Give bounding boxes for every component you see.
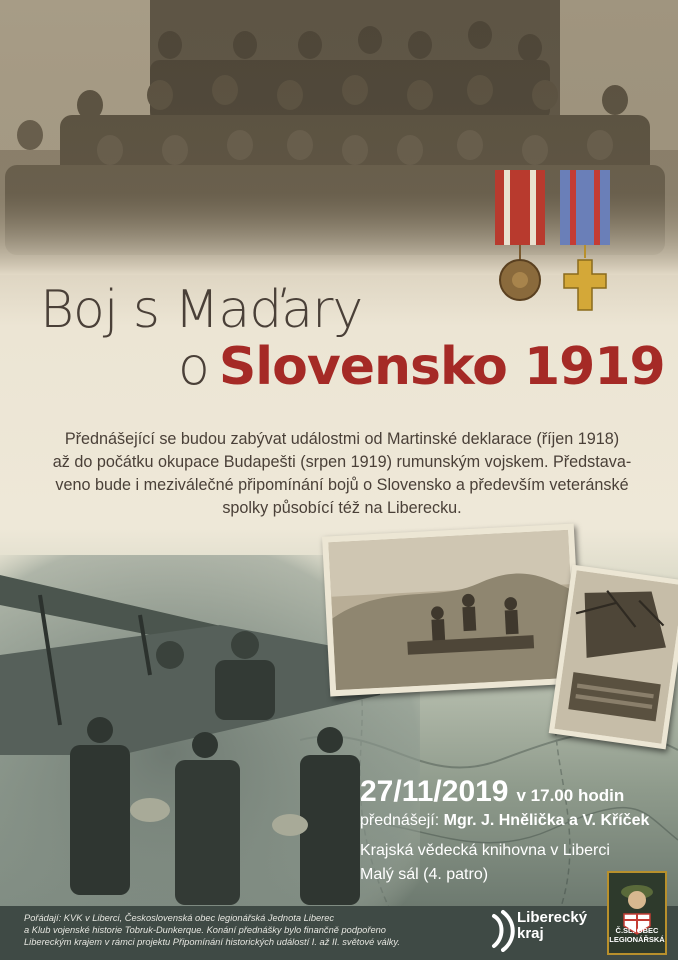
- event-date-line: [360, 775, 624, 809]
- title-line-1: Boj s Maďary: [40, 280, 363, 340]
- liberecky-kraj-logo-text: [517, 910, 587, 942]
- train-wreck-photo: [549, 565, 678, 750]
- footer-text: [24, 912, 464, 949]
- speakers-names: Mgr. J. Hnělička a V. Kříček: [443, 812, 650, 829]
- description: [42, 428, 642, 520]
- title-line-2: [178, 337, 665, 397]
- title-prefix: o: [178, 337, 209, 397]
- battlefield-photo: [322, 524, 582, 697]
- legion-line-2: LEGIONÁŘSKÁ: [609, 935, 665, 944]
- venue-line-1: Krajská vědecká knihovna v Liberci: [360, 842, 610, 859]
- event-time: v 17.00 hodin: [516, 786, 625, 805]
- legion-line-1: Č.SL. OBEC: [615, 926, 659, 935]
- description-line: až do počátku okupace Budapešti (srpen 1919) rumunským vojskem. Představa-: [52, 453, 632, 471]
- medals-illustration: [490, 168, 620, 318]
- speakers-label: přednášejí:: [360, 812, 440, 829]
- legion-emblem-text: [606, 926, 668, 944]
- logo-line-2: kraj: [517, 925, 544, 942]
- venue-line-2: Malý sál (4. patro): [360, 866, 489, 883]
- description-line: veno bude i meziválečné připomínání bojů o Slovensko a především veteránské: [55, 476, 629, 494]
- description-line: Přednášející se budou zabývat událostmi od Martinské deklarace (říjen 1918): [64, 430, 620, 448]
- description-line: spolky působící též na Liberecku.: [222, 499, 462, 517]
- logo-line-1: Liberecký: [517, 909, 588, 926]
- speakers-line: [360, 812, 649, 830]
- footer-line: Pořádají: KVK v Liberci, Československá obec legionářská Jednota Liberec: [24, 913, 335, 923]
- footer-line: Libereckým krajem v rámci projektu Připomínání historických událostí I. až II. světové války.: [24, 937, 400, 948]
- footer-line: a Klub vojenské historie Tobruk-Dunkerque. Konání přednášky bylo finančně podpořeno: [24, 925, 386, 936]
- title-highlight: Slovensko 1919: [218, 337, 665, 397]
- venue: [360, 839, 610, 887]
- event-date: 27/11/2019: [360, 775, 509, 808]
